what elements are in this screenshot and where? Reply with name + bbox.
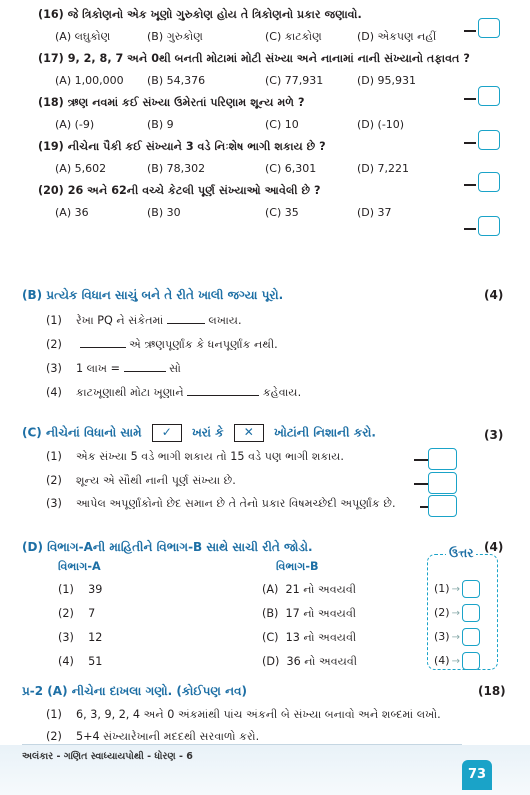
section-d-title: (D) વિભાગ-Aની માહિતીને વિભાગ-B સાથે સાચી રીતે જોડો. [22,540,313,554]
column-a-heading: વિભાગ-A [58,560,101,573]
question-text: (19) નીચેના પૈકી કઈ સંખ્યાને 3 વડે નિઃશેષ ભાગી શકાય છે ? [38,140,326,153]
answer-dash [464,142,476,144]
tf-answer-box[interactable] [428,448,457,470]
option-b: (B) ગુરુકોણ [147,30,203,43]
option-a: (A) 1,00,000 [55,74,124,87]
q2-item-1: (1) 6, 3, 9, 2, 4 અને 0 અંકમાંથી પાંચ અંકની બે સંખ્યા બનાવો અને શબ્દમાં લખો. [46,708,441,721]
option-c: (C) કાટકોણ [265,30,322,43]
option-c: (C) 6,301 [265,162,317,175]
blank-line[interactable] [124,363,166,372]
answer-dash [414,483,428,485]
option-a: (A) 36 [55,206,89,219]
option-d: (D) 95,931 [357,74,417,87]
option-b: (B) 9 [147,118,174,131]
q2-item-2: (2) 5+4 સંખ્યારેખાની મદદથી સરવાળો કરો. [46,730,260,743]
match-answer-box[interactable] [462,652,480,670]
section-c-title: (C) નીચેનાં વિધાનો સામે ✓ ખરાં કે ✕ ખોટાંની નિશાની કરો. [22,424,376,442]
option-c: (C) 77,931 [265,74,324,87]
footer-book-title: અલંકાર - ગણિત સ્વાધ્યાયપોથી - ધોરણ - 6 [22,751,193,762]
option-a: (A) (-9) [55,118,95,131]
fill-item-4: (4) કાટખૂણાથી મોટા ખૂણાને કહેવાય. [46,386,302,399]
tf-answer-box[interactable] [428,495,457,517]
answer-dash [420,506,428,508]
blank-line[interactable] [80,339,126,348]
option-d: (D) 7,221 [357,162,410,175]
tick-icon: ✓ [152,424,182,442]
tf-item-2: (2) શૂન્ય એ સૌથી નાની પૂર્ણ સંખ્યા છે. [46,474,236,487]
match-answer-box[interactable] [462,604,480,622]
option-c: (C) 10 [265,118,299,131]
option-c: (C) 35 [265,206,299,219]
option-a: (A) 5,602 [55,162,107,175]
option-d: (D) એકપણ નહીં [357,30,437,43]
section-c-marks: (3) [484,428,504,442]
tf-item-3: (3) આપેલ અપૂર્ણાંકોનો છેદ સમાન છે તે તેનો પ્રકાર વિષમચ્છેદી અપૂર્ણાંક છે. [46,497,396,510]
section-d-marks: (4) [484,540,504,554]
question-text: (20) 26 અને 62ની વચ્ચે કેટલી પૂર્ણ સંખ્યાઓ આવેલી છે ? [38,184,321,197]
option-b: (B) 30 [147,206,181,219]
footer-divider [22,744,462,745]
option-b: (B) 54,376 [147,74,206,87]
question-text: (18) ઋણ નવમાં કઈ સંખ્યા ઉમેરતાં પરિણામ શૂન્ય મળે ? [38,96,305,109]
blank-line[interactable] [167,315,205,324]
answer-box[interactable] [478,216,500,236]
q2-marks: (18) [478,684,506,698]
tf-item-1: (1) એક સંખ્યા 5 વડે ભાગી શકાય તો 15 વડે પણ ભાગી શકાય. [46,450,344,463]
fill-item-3: (3) 1 લાખ = સો [46,362,181,375]
section-b-marks: (4) [484,288,504,302]
answer-box[interactable] [478,130,500,150]
cross-icon: ✕ [234,424,264,442]
page-number: 73 [462,760,492,790]
fill-item-2: (2) એ ઋણપૂર્ણાંક કે ધનપૂર્ણાંક નથી. [46,338,278,351]
blank-line[interactable] [187,387,259,396]
option-b: (B) 78,302 [147,162,206,175]
option-d: (D) (-10) [357,118,405,131]
question-text: (17) 9, 2, 8, 7 અને 0થી બનતી મોટામાં મોટી સંખ્યા અને નાનામાં નાની સંખ્યાનો તફાવત ? [38,52,470,65]
match-answer-box[interactable] [462,628,480,646]
column-b-heading: વિભાગ-B [276,560,319,573]
answer-dash [464,98,476,100]
section-b-title: (B) પ્રત્યેક વિધાન સાચું બને તે રીતે ખાલી જગ્યા પૂરો. [22,288,284,302]
answer-dash [464,184,476,186]
answer-box[interactable] [478,18,500,38]
answer-dash [464,30,476,32]
match-answer-box[interactable] [462,580,480,598]
answer-dash [414,459,428,461]
tf-answer-box[interactable] [428,472,457,494]
q2-title: પ્ર-2 (A) નીચેના દાખલા ગણો. (કોઈપણ નવ) [22,684,247,698]
answer-heading: ઉત્તર [446,546,476,561]
question-text: (16) જે ત્રિકોણનો એક ખૂણો ગુરુકોણ હોય તે ત્રિકોણનો પ્રકાર જણાવો. [38,8,362,21]
option-d: (D) 37 [357,206,392,219]
answer-box[interactable] [478,86,500,106]
answer-dash [464,228,476,230]
fill-item-1: (1) રેખા PQ ને સંકેતમાં લખાય. [46,314,242,327]
option-a: (A) લઘુકોણ [55,30,111,43]
answer-box[interactable] [478,172,500,192]
